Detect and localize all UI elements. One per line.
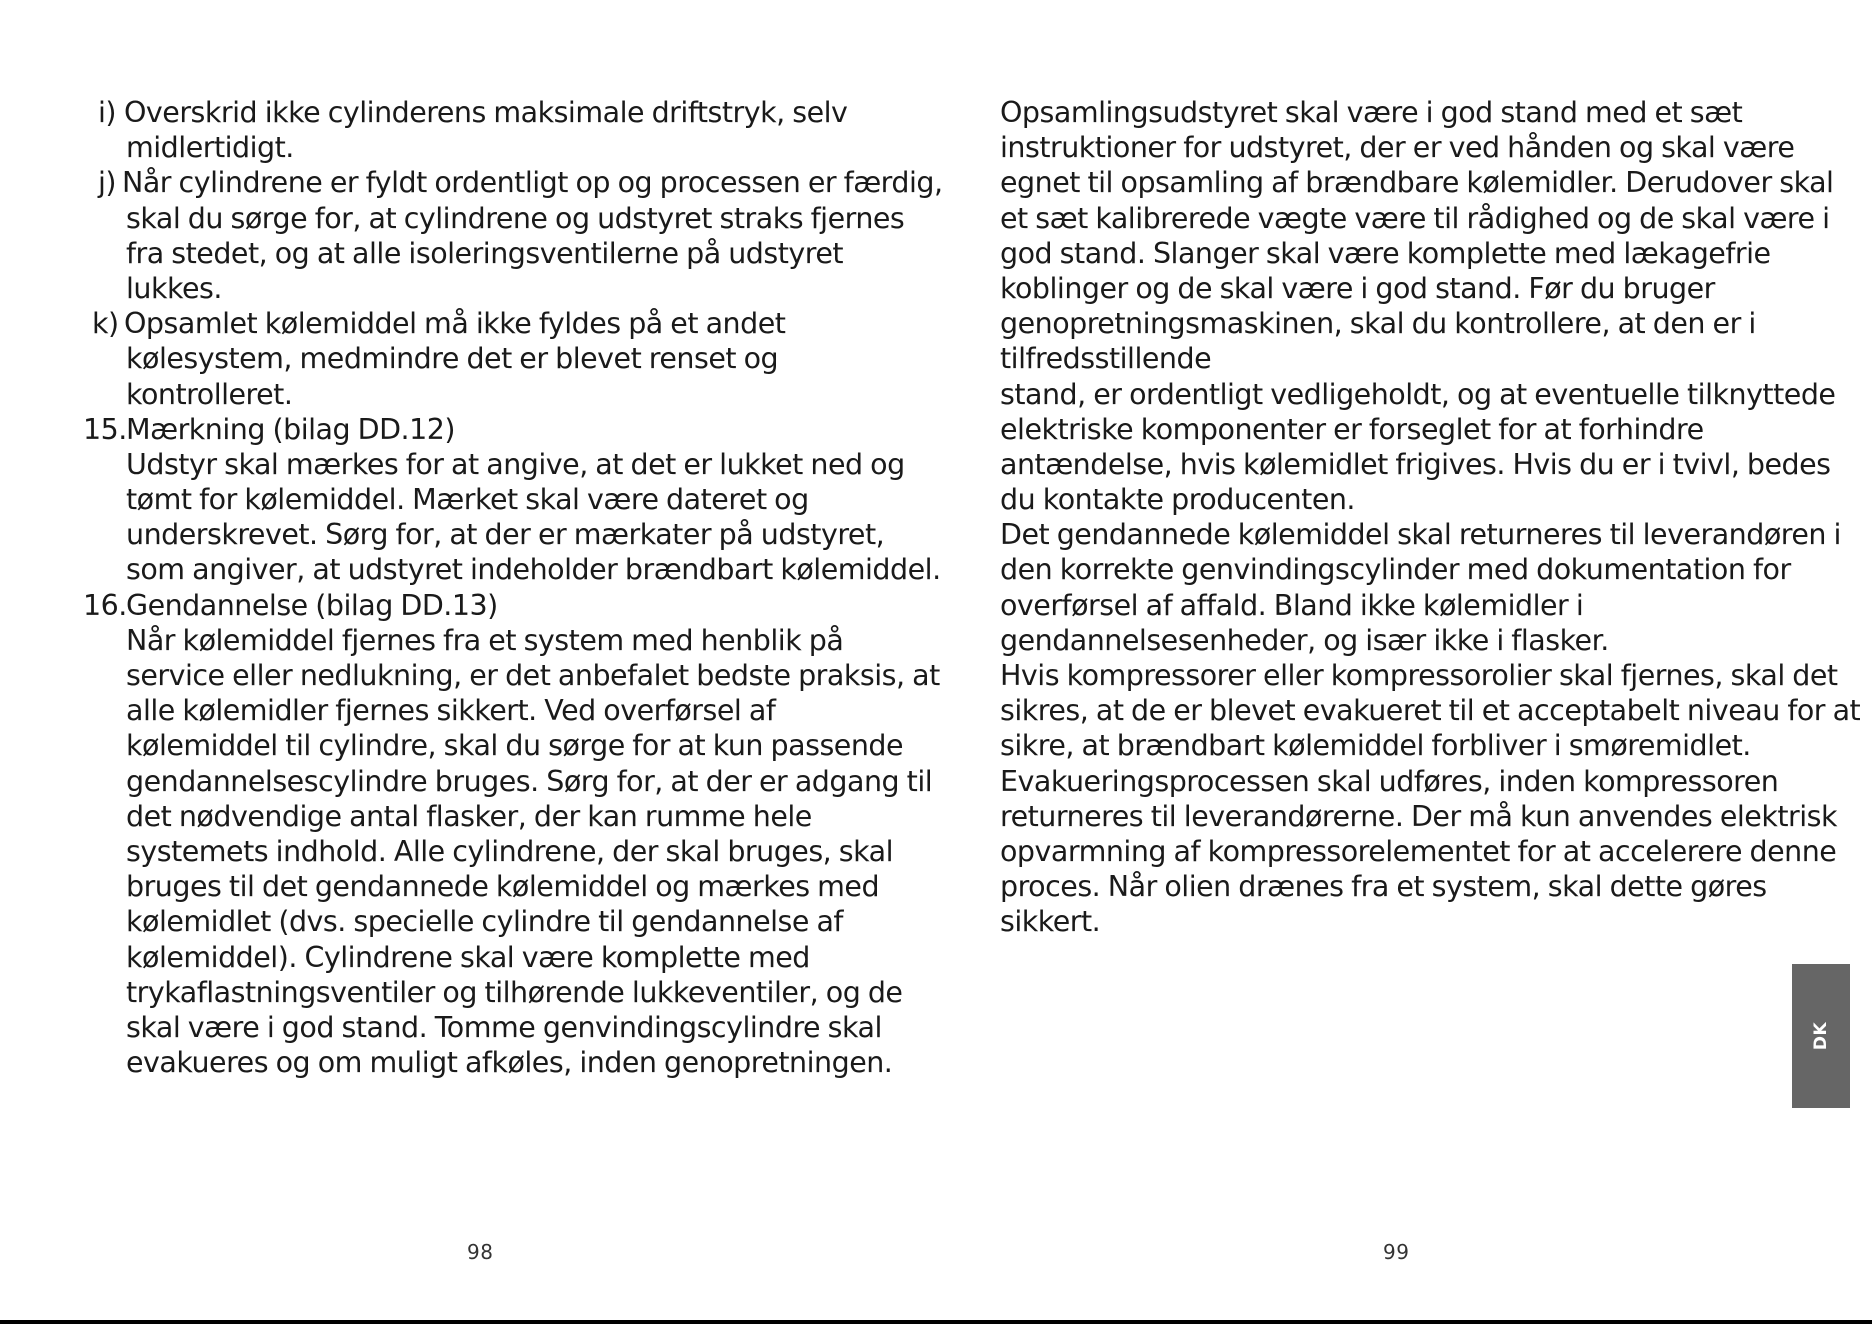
text-line: god stand. Slanger skal være komplette med lækagefrie <box>1000 236 1771 270</box>
text-line: kølesystem, medmindre det er blevet renset og <box>126 342 779 376</box>
text-line: stand, er ordentligt vedligeholdt, og at eventuelle tilknyttede <box>1000 377 1836 411</box>
text-line: skal du sørge for, at cylindrene og udstyret straks fjernes <box>126 201 905 235</box>
text-line: elektriske komponenter er forseglet for at forhindre <box>1000 412 1704 446</box>
list-label: 16. <box>83 588 127 622</box>
list-label: i) <box>98 96 117 129</box>
section-15-heading <box>0 412 936 447</box>
text-line: sikres, at de er blevet evakueret til et acceptabelt niveau for at <box>1000 694 1861 728</box>
text-line: et sæt kalibrerede vægte være til rådighed og de skal være i <box>1000 201 1830 235</box>
text-line: skal være i god stand. Tomme genvindingscylindre skal <box>126 1010 882 1044</box>
text-line: Hvis kompressorer eller kompressorolier skal fjernes, skal det <box>1000 659 1838 692</box>
page-number-left: 98 <box>467 1240 494 1264</box>
list-label: j) <box>98 166 117 200</box>
text-line: instruktioner for udstyret, der er ved hånden og skal være <box>1000 131 1795 165</box>
text-line: kølemiddel til cylindre, skal du sørge for at kun passende <box>126 729 904 763</box>
list-item-k <box>0 306 936 341</box>
text-line: den korrekte genvindingscylinder med dokumentation for <box>1000 553 1791 587</box>
text-line: kontrolleret. <box>126 377 293 411</box>
text-line: fra stedet, og at alle isoleringsventilerne på udstyret <box>126 236 844 270</box>
text-line: systemets indhold. Alle cylindrene, der skal bruges, skal <box>126 834 894 868</box>
text-line: sikkert. <box>1000 905 1101 939</box>
text-line: midlertidigt. <box>126 131 294 165</box>
text-line: Når kølemiddel fjernes fra et system med henblik på <box>126 623 844 657</box>
language-tab <box>1792 964 1850 1108</box>
text-line: alle kølemidler fjernes sikkert. Ved overførsel af <box>126 694 776 728</box>
right-text-column <box>1000 95 1860 940</box>
section-title: Gendannelse (bilag DD.13) <box>126 588 498 622</box>
text-line: Udstyr skal mærkes for at angive, at det er lukket ned og <box>126 447 905 481</box>
text-line: Opsamlet kølemiddel må ikke fyldes på et andet <box>124 307 786 341</box>
list-label: 15. <box>83 412 127 446</box>
text-line: tilfredsstillende <box>1000 342 1212 376</box>
list-label: k) <box>92 307 119 341</box>
text-line: service eller nedlukning, er det anbefalet bedste praksis, at <box>126 659 940 692</box>
text-line: returneres til leverandørerne. Der må kun anvendes elektrisk <box>1000 799 1837 833</box>
text-line: underskrevet. Sørg for, at der er mærkater på udstyret, <box>126 518 885 552</box>
text-line: egnet til opsamling af brændbare kølemidler. Derudover skal <box>1000 166 1834 200</box>
text-line: lukkes. <box>126 271 222 305</box>
text-line: evakueres og om muligt afkøles, inden genopretningen. <box>126 1046 893 1080</box>
list-item-i <box>0 95 936 130</box>
text-line: overførsel af affald. Bland ikke kølemidler i <box>1000 588 1584 622</box>
left-text-column <box>0 95 943 1080</box>
text-line: proces. Når olien drænes fra et system, skal dette gøres <box>1000 870 1767 904</box>
text-line: du kontakte producenten. <box>1000 483 1355 517</box>
text-line: gendannelsesenheder, og især ikke i flasker. <box>1000 623 1609 657</box>
text-line: som angiver, at udstyret indeholder brændbart kølemiddel. <box>126 553 941 587</box>
text-line: tømt for kølemiddel. Mærket skal være dateret og <box>126 483 809 517</box>
text-line: kølemidlet (dvs. specielle cylindre til gendannelse af <box>126 905 843 939</box>
text-line: Overskrid ikke cylinderens maksimale driftstryk, selv <box>124 96 848 129</box>
text-line: gendannelsescylindre bruges. Sørg for, at der er adgang til <box>126 764 933 798</box>
text-line: Det gendannede kølemiddel skal returneres til leverandøren i <box>1000 518 1841 552</box>
text-line: sikre, at brændbart kølemiddel forbliver i smøremidlet. <box>1000 729 1751 763</box>
text-line: trykaflastningsventiler og tilhørende lukkeventiler, og de <box>126 975 903 1009</box>
bottom-rule <box>0 1320 1872 1324</box>
page-number-right: 99 <box>1383 1240 1410 1264</box>
text-line: koblinger og de skal være i god stand. Før du bruger <box>1000 271 1715 305</box>
section-16-heading <box>0 588 936 623</box>
text-line: antændelse, hvis kølemidlet frigives. Hvis du er i tvivl, bedes <box>1000 447 1831 481</box>
text-line: opvarmning af kompressorelementet for at accelerere denne <box>1000 834 1837 868</box>
text-line: bruges til det gendannede kølemiddel og mærkes med <box>126 870 880 904</box>
text-line: Når cylindrene er fyldt ordentligt op og processen er færdig, <box>122 166 943 200</box>
language-tab-label: DK <box>1810 1021 1831 1051</box>
section-title: Mærkning (bilag DD.12) <box>126 412 455 446</box>
list-item-j <box>0 165 943 200</box>
text-line: kølemiddel). Cylindrene skal være komplette med <box>126 940 810 974</box>
text-line: det nødvendige antal flasker, der kan rumme hele <box>126 799 812 833</box>
text-line: Opsamlingsudstyret skal være i god stand med et sæt <box>1000 96 1743 129</box>
text-line: Evakueringsprocessen skal udføres, inden kompressoren <box>1000 764 1779 798</box>
text-line: genopretningsmaskinen, skal du kontrollere, at den er i <box>1000 307 1756 341</box>
